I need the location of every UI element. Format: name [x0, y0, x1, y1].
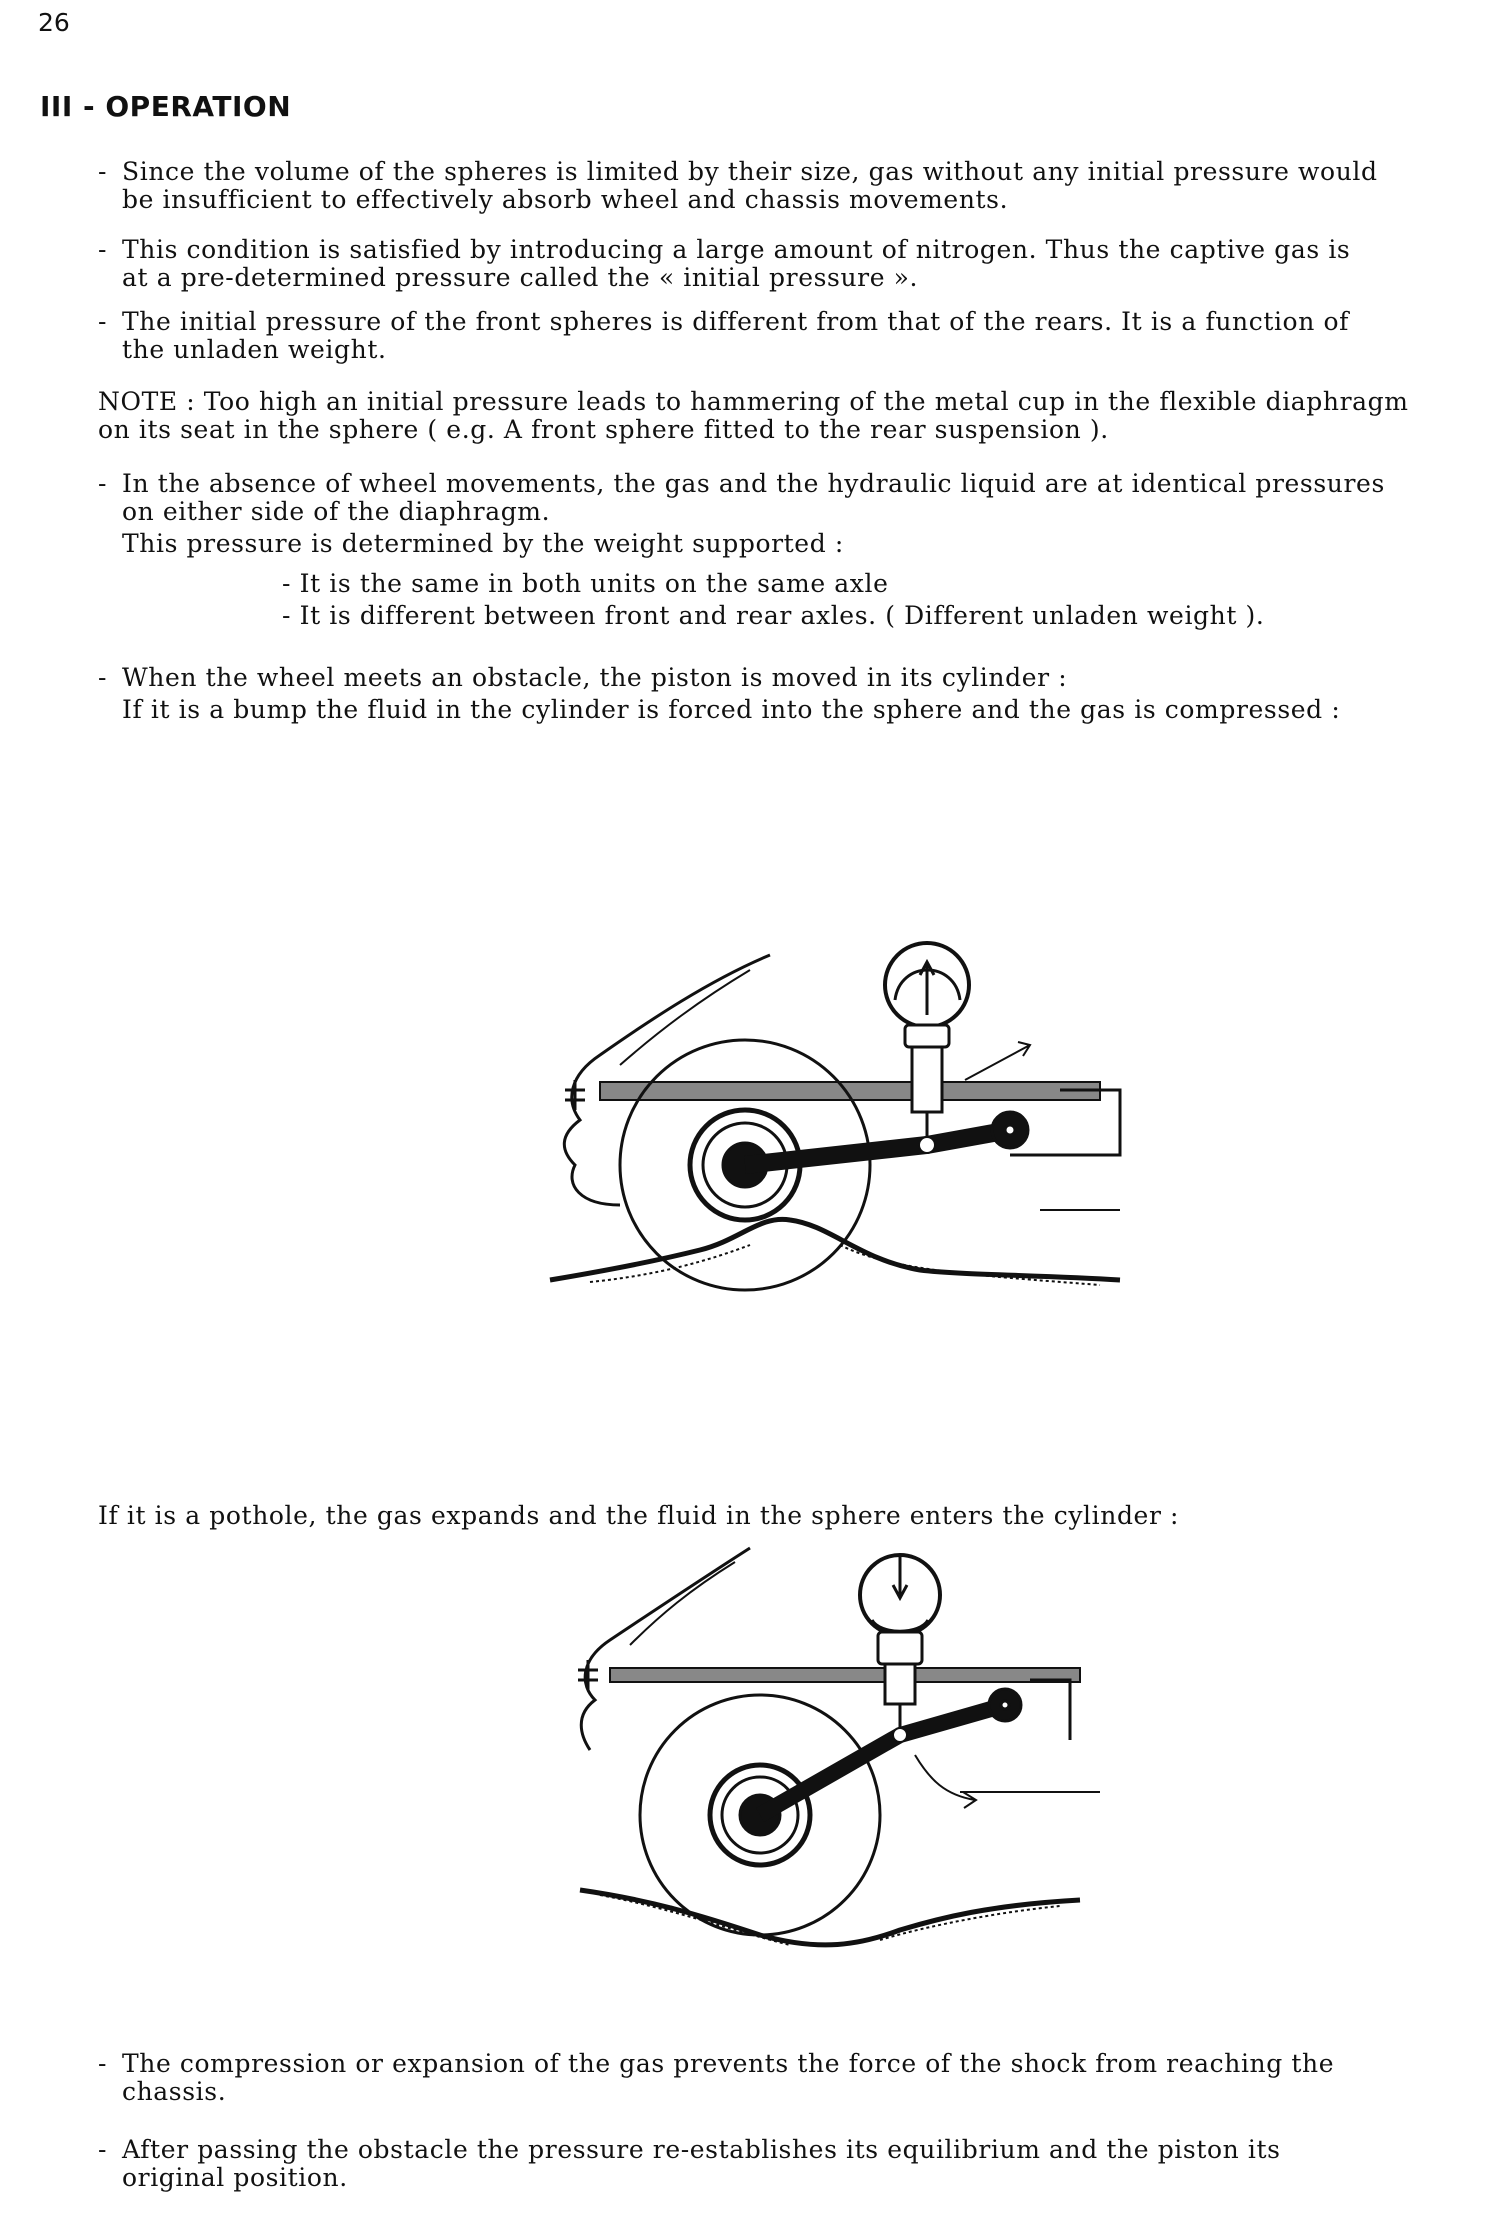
section-heading: III - OPERATION	[40, 90, 292, 123]
bump-diagram	[540, 940, 1140, 1390]
pothole-diagram	[560, 1540, 1120, 1980]
bullet-dash: -	[98, 235, 107, 264]
paragraph-line: The initial pressure of the front spheres is different from that of the rears. It is a function of	[122, 307, 1349, 336]
sub-item: - It is different between front and rear axles. ( Different unladen weight ).	[282, 601, 1265, 630]
bullet-dash: -	[98, 157, 107, 186]
note-line: NOTE : Too high an initial pressure leads to hammering of the metal cup in the flexible diaphragm	[98, 387, 1409, 416]
paragraph-line: on either side of the diaphragm.	[122, 497, 551, 526]
body-outline	[581, 1548, 750, 1750]
bullet-dash: -	[98, 2135, 107, 2164]
pothole-caption: If it is a pothole, the gas expands and the fluid in the sphere enters the cylinder :	[98, 1501, 1180, 1530]
paragraph-line: If it is a bump the fluid in the cylinder is forced into the sphere and the gas is compressed :	[122, 695, 1341, 724]
note-line: on its seat in the sphere ( e.g. A front sphere fitted to the rear suspension ).	[98, 415, 1109, 444]
paragraph-line: the unladen weight.	[122, 335, 387, 364]
chassis-bar	[610, 1668, 1080, 1682]
paragraph-line: at a pre-determined pressure called the « initial pressure ».	[122, 263, 919, 292]
paragraph-line: chassis.	[122, 2077, 227, 2106]
paragraph-line: Since the volume of the spheres is limited by their size, gas without any initial pressure would	[122, 157, 1378, 186]
paragraph-line: be insufficient to effectively absorb wheel and chassis movements.	[122, 185, 1009, 214]
paragraph-line: This pressure is determined by the weight supported :	[122, 529, 844, 558]
bullet-dash: -	[98, 663, 107, 692]
bullet-dash: -	[98, 2049, 107, 2078]
paragraph-line: In the absence of wheel movements, the gas and the hydraulic liquid are at identical pressures	[122, 469, 1385, 498]
paragraph-line: When the wheel meets an obstacle, the piston is moved in its cylinder :	[122, 663, 1068, 692]
page-number: 26	[38, 8, 70, 37]
bullet-dash: -	[98, 307, 107, 336]
paragraph-line: After passing the obstacle the pressure re-establishes its equilibrium and the piston its	[122, 2135, 1281, 2164]
paragraph-line: The compression or expansion of the gas prevents the force of the shock from reaching the	[122, 2049, 1335, 2078]
paragraph-line: original position.	[122, 2163, 348, 2192]
bullet-dash: -	[98, 469, 107, 498]
sub-item: - It is the same in both units on the same axle	[282, 569, 889, 598]
paragraph-line: This condition is satisfied by introducing a large amount of nitrogen. Thus the captive gas is	[122, 235, 1351, 264]
